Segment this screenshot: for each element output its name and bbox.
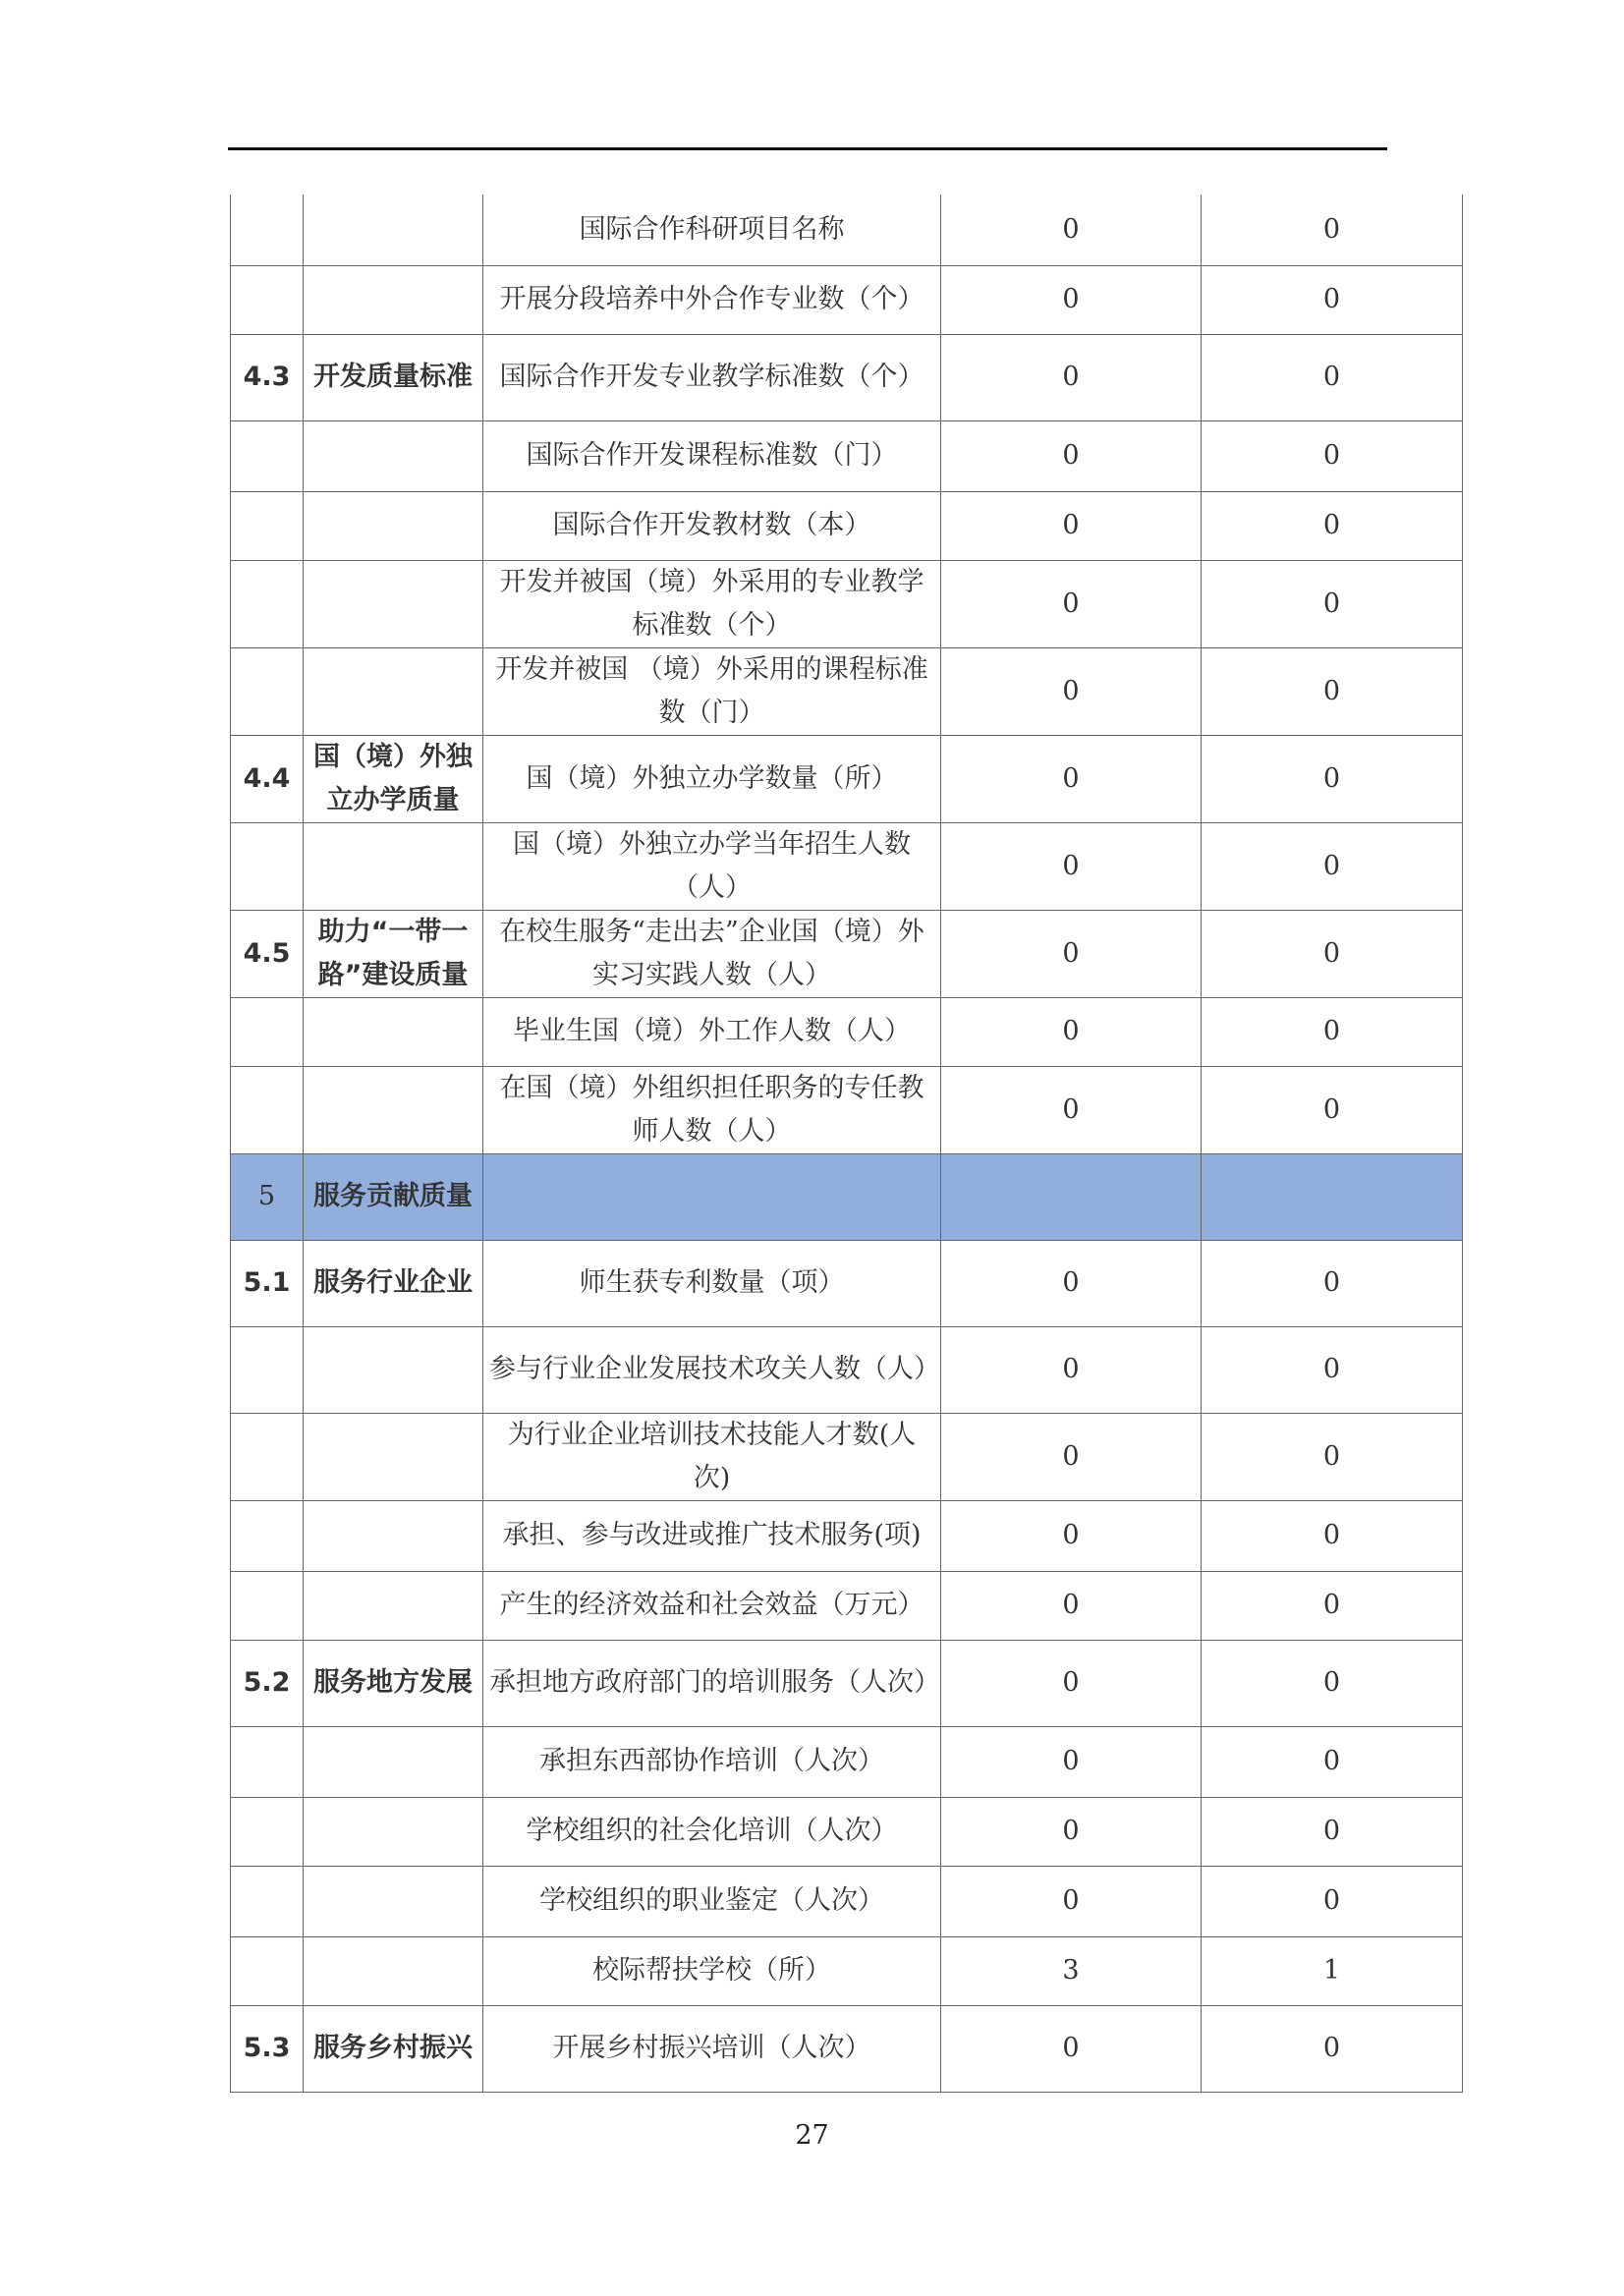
value-col-2: 0: [1202, 997, 1463, 1066]
value-col-2: 0: [1202, 1571, 1463, 1640]
item-title: [304, 997, 483, 1066]
value-col-2: 1: [1202, 1936, 1463, 2005]
table-row: [231, 735, 1463, 822]
table-row: [231, 997, 1463, 1066]
indicator-name: 开展分段培养中外合作专业数（个）: [483, 265, 941, 334]
item-number: [231, 647, 304, 735]
indicator-name: 学校组织的职业鉴定（人次）: [483, 1866, 941, 1936]
table-row: [231, 1936, 1463, 2005]
item-title: [304, 1571, 483, 1640]
item-number: [231, 997, 304, 1066]
value-col-1: 0: [941, 1640, 1202, 1726]
value-col-1: 0: [941, 1066, 1202, 1153]
value-col-2: 0: [1202, 822, 1463, 910]
item-title: [304, 1797, 483, 1866]
table-row: [231, 1797, 1463, 1866]
value-col-2: 0: [1202, 910, 1463, 997]
item-number: 5.1: [231, 1240, 304, 1326]
table-row: [231, 822, 1463, 910]
value-col-2: 0: [1202, 1326, 1463, 1413]
item-number: 4.5: [231, 910, 304, 997]
indicator-name: [483, 1153, 941, 1240]
table-row: [231, 334, 1463, 420]
table-row: [231, 195, 1463, 265]
indicator-name: 师生获专利数量（项）: [483, 1240, 941, 1326]
indicator-name: 国（境）外独立办学数量（所）: [483, 735, 941, 822]
item-number: 4.4: [231, 735, 304, 822]
value-col-2: 0: [1202, 735, 1463, 822]
item-number: [231, 491, 304, 560]
value-col-1: 0: [941, 1866, 1202, 1936]
indicator-name: 参与行业企业发展技术攻关人数（人）: [483, 1326, 941, 1413]
value-col-2: 0: [1202, 491, 1463, 560]
item-number: [231, 1866, 304, 1936]
item-number: [231, 1066, 304, 1153]
item-title: [304, 420, 483, 491]
indicator-name: 产生的经济效益和社会效益（万元）: [483, 1571, 941, 1640]
table-row: [231, 420, 1463, 491]
value-col-1: 0: [941, 1797, 1202, 1866]
item-title: [304, 1066, 483, 1153]
item-number: 5: [231, 1153, 304, 1240]
item-title: [304, 1866, 483, 1936]
indicator-name: 国际合作开发课程标准数（门）: [483, 420, 941, 491]
value-col-1: 0: [941, 1571, 1202, 1640]
value-col-1: 0: [941, 491, 1202, 560]
item-title: [304, 647, 483, 735]
value-col-2: 0: [1202, 1413, 1463, 1500]
item-number: [231, 1571, 304, 1640]
value-col-1: 0: [941, 2005, 1202, 2092]
table-row: [231, 647, 1463, 735]
value-col-2: 0: [1202, 1726, 1463, 1797]
value-col-2: 0: [1202, 1797, 1463, 1866]
item-title: [304, 1726, 483, 1797]
indicator-name: 承担东西部协作培训（人次）: [483, 1726, 941, 1797]
value-col-2: 0: [1202, 1640, 1463, 1726]
value-col-2: 0: [1202, 265, 1463, 334]
item-number: [231, 1500, 304, 1571]
item-number: [231, 420, 304, 491]
value-col-1: 0: [941, 1500, 1202, 1571]
table-row: [231, 1866, 1463, 1936]
table-row: [231, 1640, 1463, 1726]
item-title: [304, 1413, 483, 1500]
value-col-2: [1202, 1153, 1463, 1240]
value-col-1: 0: [941, 334, 1202, 420]
item-title: [304, 1936, 483, 2005]
indicator-name: 国际合作科研项目名称: [483, 195, 941, 265]
item-title: [304, 1326, 483, 1413]
value-col-1: 0: [941, 560, 1202, 647]
item-number: [231, 1413, 304, 1500]
item-title: [304, 491, 483, 560]
value-col-2: 0: [1202, 1500, 1463, 1571]
value-col-1: 3: [941, 1936, 1202, 2005]
indicator-name: 开展乡村振兴培训（人次）: [483, 2005, 941, 2092]
value-col-1: 0: [941, 822, 1202, 910]
item-title: [304, 822, 483, 910]
table-row: [231, 1413, 1463, 1500]
item-number: [231, 822, 304, 910]
indicator-name: 国际合作开发专业教学标准数（个）: [483, 334, 941, 420]
table-row: [231, 265, 1463, 334]
table-row: [231, 491, 1463, 560]
value-col-1: 0: [941, 420, 1202, 491]
value-col-2: 0: [1202, 195, 1463, 265]
item-number: [231, 195, 304, 265]
value-col-1: 0: [941, 1240, 1202, 1326]
item-title: 服务乡村振兴: [304, 2005, 483, 2092]
indicator-name: 毕业生国（境）外工作人数（人）: [483, 997, 941, 1066]
indicator-name: 校际帮扶学校（所）: [483, 1936, 941, 2005]
item-title: 国（境）外独立办学质量: [304, 735, 483, 822]
header-rule: [228, 147, 1387, 150]
item-title: 服务地方发展: [304, 1640, 483, 1726]
item-number: [231, 1326, 304, 1413]
indicator-name: 在国（境）外组织担任职务的专任教师人数（人）: [483, 1066, 941, 1153]
item-title: [304, 560, 483, 647]
table-row: [231, 560, 1463, 647]
indicator-table: [230, 195, 1463, 2093]
item-number: [231, 1797, 304, 1866]
value-col-2: 0: [1202, 1240, 1463, 1326]
item-number: 5.2: [231, 1640, 304, 1726]
value-col-2: 0: [1202, 1866, 1463, 1936]
indicator-name: 在校生服务“走出去”企业国（境）外实习实践人数（人）: [483, 910, 941, 997]
item-title: [304, 265, 483, 334]
value-col-2: 0: [1202, 2005, 1463, 2092]
value-col-1: 0: [941, 735, 1202, 822]
value-col-2: 0: [1202, 334, 1463, 420]
value-col-1: 0: [941, 195, 1202, 265]
value-col-1: [941, 1153, 1202, 1240]
indicator-name: 开发并被国 （境）外采用的课程标准数（门）: [483, 647, 941, 735]
value-col-2: 0: [1202, 1066, 1463, 1153]
item-title: 服务行业企业: [304, 1240, 483, 1326]
item-title: 助力“一带一路”建设质量: [304, 910, 483, 997]
value-col-2: 0: [1202, 560, 1463, 647]
value-col-2: 0: [1202, 647, 1463, 735]
table-row: [231, 910, 1463, 997]
value-col-1: 0: [941, 1413, 1202, 1500]
item-number: [231, 560, 304, 647]
indicator-name: 为行业企业培训技术技能人才数(人次): [483, 1413, 941, 1500]
indicator-name: 国际合作开发教材数（本）: [483, 491, 941, 560]
indicator-name: 承担地方政府部门的培训服务（人次）: [483, 1640, 941, 1726]
value-col-1: 0: [941, 910, 1202, 997]
indicator-name: 学校组织的社会化培训（人次）: [483, 1797, 941, 1866]
value-col-1: 0: [941, 1326, 1202, 1413]
table-row: [231, 1726, 1463, 1797]
item-number: [231, 265, 304, 334]
value-col-2: 0: [1202, 420, 1463, 491]
item-title: 开发质量标准: [304, 334, 483, 420]
value-col-1: 0: [941, 265, 1202, 334]
table-row: [231, 2005, 1463, 2092]
item-title: [304, 1500, 483, 1571]
table-row: [231, 1500, 1463, 1571]
value-col-1: 0: [941, 647, 1202, 735]
value-col-1: 0: [941, 997, 1202, 1066]
item-number: 5.3: [231, 2005, 304, 2092]
indicator-table-body: [231, 195, 1463, 2092]
table-row: [231, 1571, 1463, 1640]
table-row: [231, 1240, 1463, 1326]
item-title: [304, 195, 483, 265]
item-number: [231, 1726, 304, 1797]
page-number: 27: [795, 2120, 829, 2151]
table-row: [231, 1326, 1463, 1413]
item-title: 服务贡献质量: [304, 1153, 483, 1240]
item-number: [231, 1936, 304, 2005]
value-col-1: 0: [941, 1726, 1202, 1797]
section-row: [231, 1153, 1463, 1240]
indicator-name: 开发并被国（境）外采用的专业教学标准数（个）: [483, 560, 941, 647]
table-row: [231, 1066, 1463, 1153]
item-number: 4.3: [231, 334, 304, 420]
indicator-name: 承担、参与改进或推广技术服务(项): [483, 1500, 941, 1571]
indicator-name: 国（境）外独立办学当年招生人数（人）: [483, 822, 941, 910]
